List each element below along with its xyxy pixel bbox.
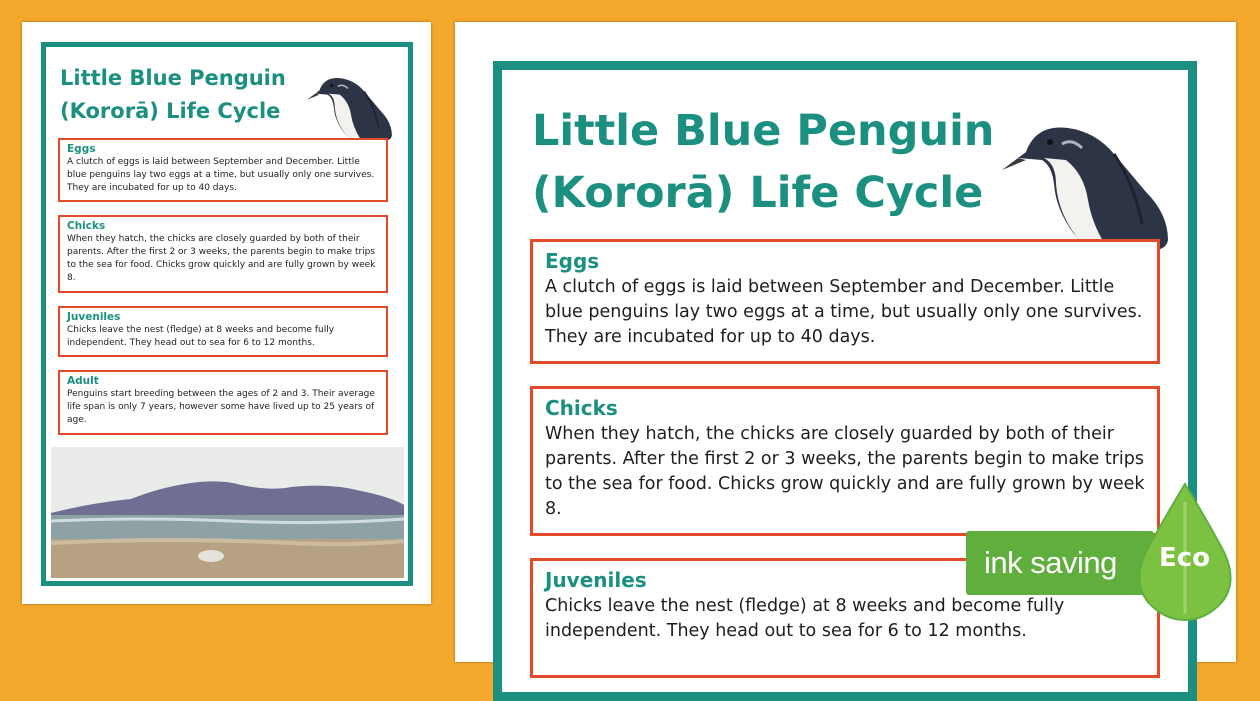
poster-thumbnail-page bbox=[22, 22, 431, 604]
section-text: When they hatch, the chicks are closely guarded by both of their parents. After the first 2 or 3 weeks, the parents begin to make trips to the sea for food. Chicks grow quickly and are fully grown by week 8. bbox=[545, 424, 1145, 519]
section-text: Chicks leave the nest (fledge) at 8 weeks and become fully independent. They head out to sea for 6 to 12 months. bbox=[67, 325, 335, 348]
section-text: A clutch of eggs is laid between September and December. Little blue penguins lay two eggs at a time, but usually only one survives. They are incubated for up to 40 days. bbox=[67, 157, 375, 193]
section-heading: Chicks bbox=[545, 396, 618, 420]
section-heading: Eggs bbox=[545, 249, 600, 273]
section-heading: Juveniles bbox=[545, 568, 647, 592]
section-text: Penguins start breeding between the ages of 2 and 3. Their average life span is only 7 years, however some have lived up to 25 years of age. bbox=[67, 389, 375, 425]
poster-title-large bbox=[532, 100, 1002, 224]
eggs-section-large bbox=[530, 239, 1160, 364]
twinkl-watermark-logo bbox=[198, 550, 224, 562]
section-text: A clutch of eggs is laid between September and December. Little blue penguins lay two eggs at a time, but usually only one survives. They are incubated for up to 40 days. bbox=[545, 277, 1143, 347]
chicks-section-large bbox=[530, 386, 1160, 536]
eggs-section bbox=[58, 138, 388, 202]
poster-title-line-1: Little Blue Penguin bbox=[60, 66, 286, 90]
ink-saving-badge bbox=[966, 531, 1154, 595]
juveniles-section bbox=[58, 306, 388, 357]
poster-title-line-2: (Kororā) Life Cycle bbox=[532, 168, 984, 218]
coastal-landscape-image bbox=[51, 447, 404, 578]
chicks-section bbox=[58, 215, 388, 293]
poster-title bbox=[60, 62, 320, 128]
section-heading: Chicks bbox=[67, 220, 106, 232]
section-text: When they hatch, the chicks are closely guarded by both of their parents. After the first 2 or 3 weeks, the parents begin to make trips to the sea for food. Chicks grow quickly and are fully grown by week 8. bbox=[67, 234, 376, 283]
eco-label: Eco bbox=[1159, 543, 1211, 573]
poster-frame-large bbox=[493, 61, 1197, 701]
poster-title-line-1: Little Blue Penguin bbox=[532, 106, 995, 156]
section-heading: Eggs bbox=[67, 143, 96, 155]
section-heading: Juveniles bbox=[67, 311, 121, 323]
poster-frame bbox=[41, 42, 413, 586]
poster-title-line-2: (Kororā) Life Cycle bbox=[60, 99, 281, 123]
ink-saving-label: ink saving bbox=[984, 545, 1117, 580]
section-heading: Adult bbox=[67, 375, 99, 387]
section-text: Chicks leave the nest (fledge) at 8 weeks and become fully independent. They head out to sea for 6 to 12 months. bbox=[545, 596, 1065, 641]
adult-section bbox=[58, 370, 388, 435]
